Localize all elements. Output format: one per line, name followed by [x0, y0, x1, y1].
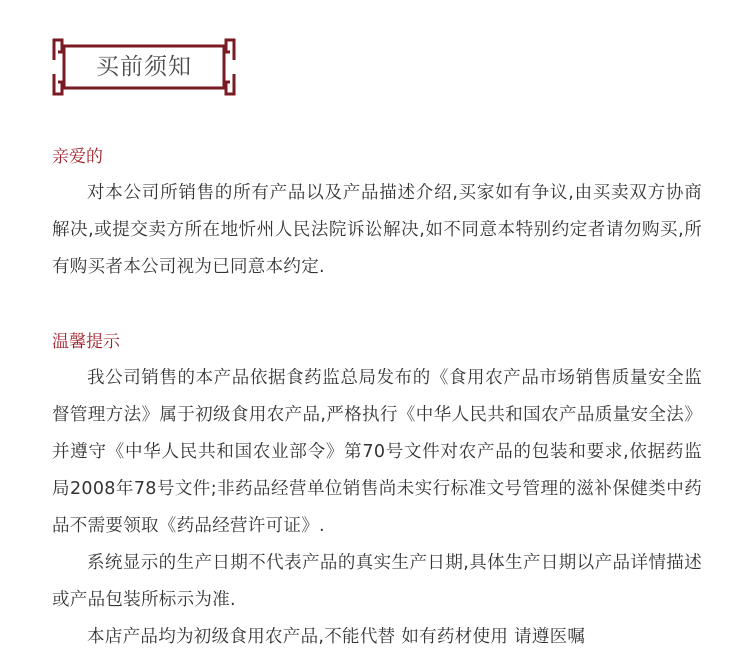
paragraph: 我公司销售的本产品依据食药监总局发布的《食用农产品市场销售质量安全监督管理方法》属于初级食用农产品,严格执行《中华人民共和国农产品质量安全法》并遵守《中华人民共和国农业部令》第70号文件对农产品的包装和要求,依据药监局2008年78号文件;非药品经营单位销售尚未实行标准文号管理的滋补保健类中药品不需要领取《药品经营许可证》. [52, 368, 702, 536]
paragraph: 本店产品均为初级食用农产品,不能代替 如有药材使用 请遵医嘱 [87, 627, 586, 647]
notice-title-frame [52, 38, 236, 96]
section-heading: 温馨提示 [52, 332, 120, 352]
page-title: 买前须知 [96, 54, 192, 80]
paragraph: 系统显示的生产日期不代表产品的真实生产日期,具体生产日期以产品详情描述或产品包装所标示为准. [52, 553, 702, 610]
paragraph: 对本公司所销售的所有产品以及产品描述介绍,买家如有争议,由买卖双方协商解决,或提交卖方所在地忻州人民法院诉讼解决,如不同意本特别约定者请勿购买,所有购买者本公司视为已同意本约定. [52, 183, 702, 277]
section-tips [52, 331, 702, 656]
section-dear [52, 146, 702, 286]
section-heading: 亲爱的 [52, 147, 103, 167]
